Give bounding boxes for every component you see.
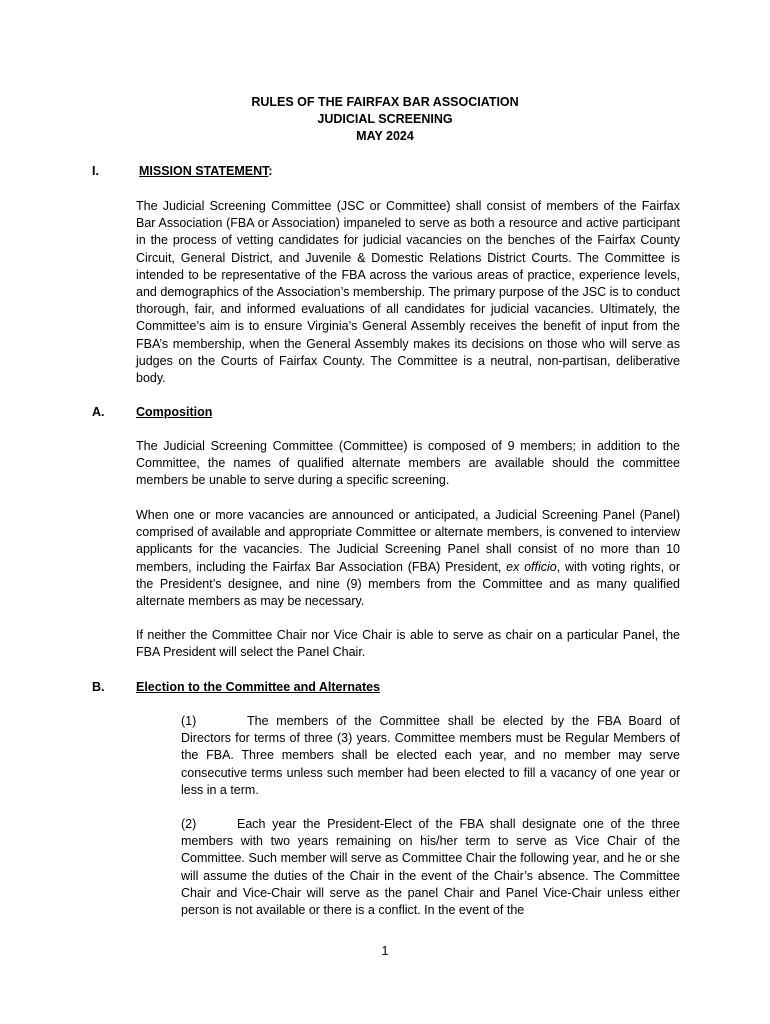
header-subtitle: JUDICIAL SCREENING: [317, 112, 453, 126]
composition-p2-italic: ex officio: [506, 559, 557, 574]
election-item-1-number: (1): [181, 714, 197, 728]
section-b-letter: B.: [92, 680, 105, 694]
composition-p2-before: When one or more vacancies are announced or anticipated, a Judicial Screening Panel (Panel) comprised of available and appropriate Committee or alternate members, is convened to interview applicants for the vacancies. The Judicial Screening Panel shall consist of no more than 10 members, including the Fairfax Bar Association (FBA) President,: [136, 508, 680, 574]
section-a-heading: Composition: [136, 405, 213, 419]
document-header: [0, 94, 770, 145]
mission-heading-text: MISSION STATEMENT: [139, 164, 269, 178]
election-item-1-text: The members of the Committee shall be elected by the FBA Board of Directors for terms of three (3) years. Committee members must be Regular Members of the FBA. Three members shall be elected each year, and no member may serve consecutive terms unless such member had been elected to fill a vacancy of one year or less in a term.: [181, 714, 680, 797]
election-item-2: [181, 816, 680, 919]
section-a-letter: A.: [92, 405, 105, 419]
composition-paragraph-2: [136, 507, 680, 610]
election-item-2-text: Each year the President-Elect of the FBA shall designate one of the three members with two years remaining on his/her term to serve as Vice Chair of the Committee. Such member will serve as Committee Chair the following year, and he or she will assume the duties of the Chair in the event of the Chair’s absence. The Committee Chair and Vice-Chair will serve as the panel Chair and Panel Vice-Chair unless either person is not available or there is a conflict. In the event of the: [181, 817, 680, 918]
section-i-heading: [139, 163, 273, 180]
header-title: RULES OF THE FAIRFAX BAR ASSOCIATION: [251, 95, 519, 109]
header-date: MAY 2024: [356, 129, 414, 143]
composition-paragraph-1: The Judicial Screening Committee (Committee) is composed of 9 members; in addition to the Committee, the names of qualified alternate members are available should the committee members be unable to serve during a specific screening.: [136, 439, 680, 488]
election-item-2-number: (2): [181, 817, 197, 831]
composition-paragraph-3: If neither the Committee Chair nor Vice Chair is able to serve as chair on a particular Panel, the FBA President will select the Panel Chair.: [136, 628, 680, 660]
page-number: 1: [381, 944, 389, 958]
election-item-1: [181, 713, 680, 799]
mission-heading-colon: :: [268, 164, 273, 178]
composition-p2-after: , with voting rights, or the President’s designee, and nine (9) members from the Committee and as many qualified alternate members as may be necessary.: [136, 559, 680, 609]
mission-paragraph: The Judicial Screening Committee (JSC or Committee) shall consist of members of the Fairfax Bar Association (FBA or Association) impaneled to serve as both a resource and active participant in the process of vetting candidates for judicial vacancies on the benches of the Fairfax County Circuit, General District, and Juvenile & Domestic Relations District Courts. The Committee is intended to be representative of the FBA across the various areas of practice, experience levels, and demographics of the Association’s membership. The primary purpose of the JSC is to conduct thorough, fair, and informed evaluations of all candidates for judicial vacancies. Ultimately, the Committee’s aim is to ensure Virginia’s General Assembly receives the benefit of input from the FBA’s membership, when the General Assembly makes its decisions on those who will serve as judges on the Courts of Fairfax County. The Committee is a neutral, non-partisan, deliberative body.: [136, 199, 680, 386]
section-b-heading: Election to the Committee and Alternates: [136, 680, 381, 694]
section-i-number: I.: [92, 164, 99, 178]
